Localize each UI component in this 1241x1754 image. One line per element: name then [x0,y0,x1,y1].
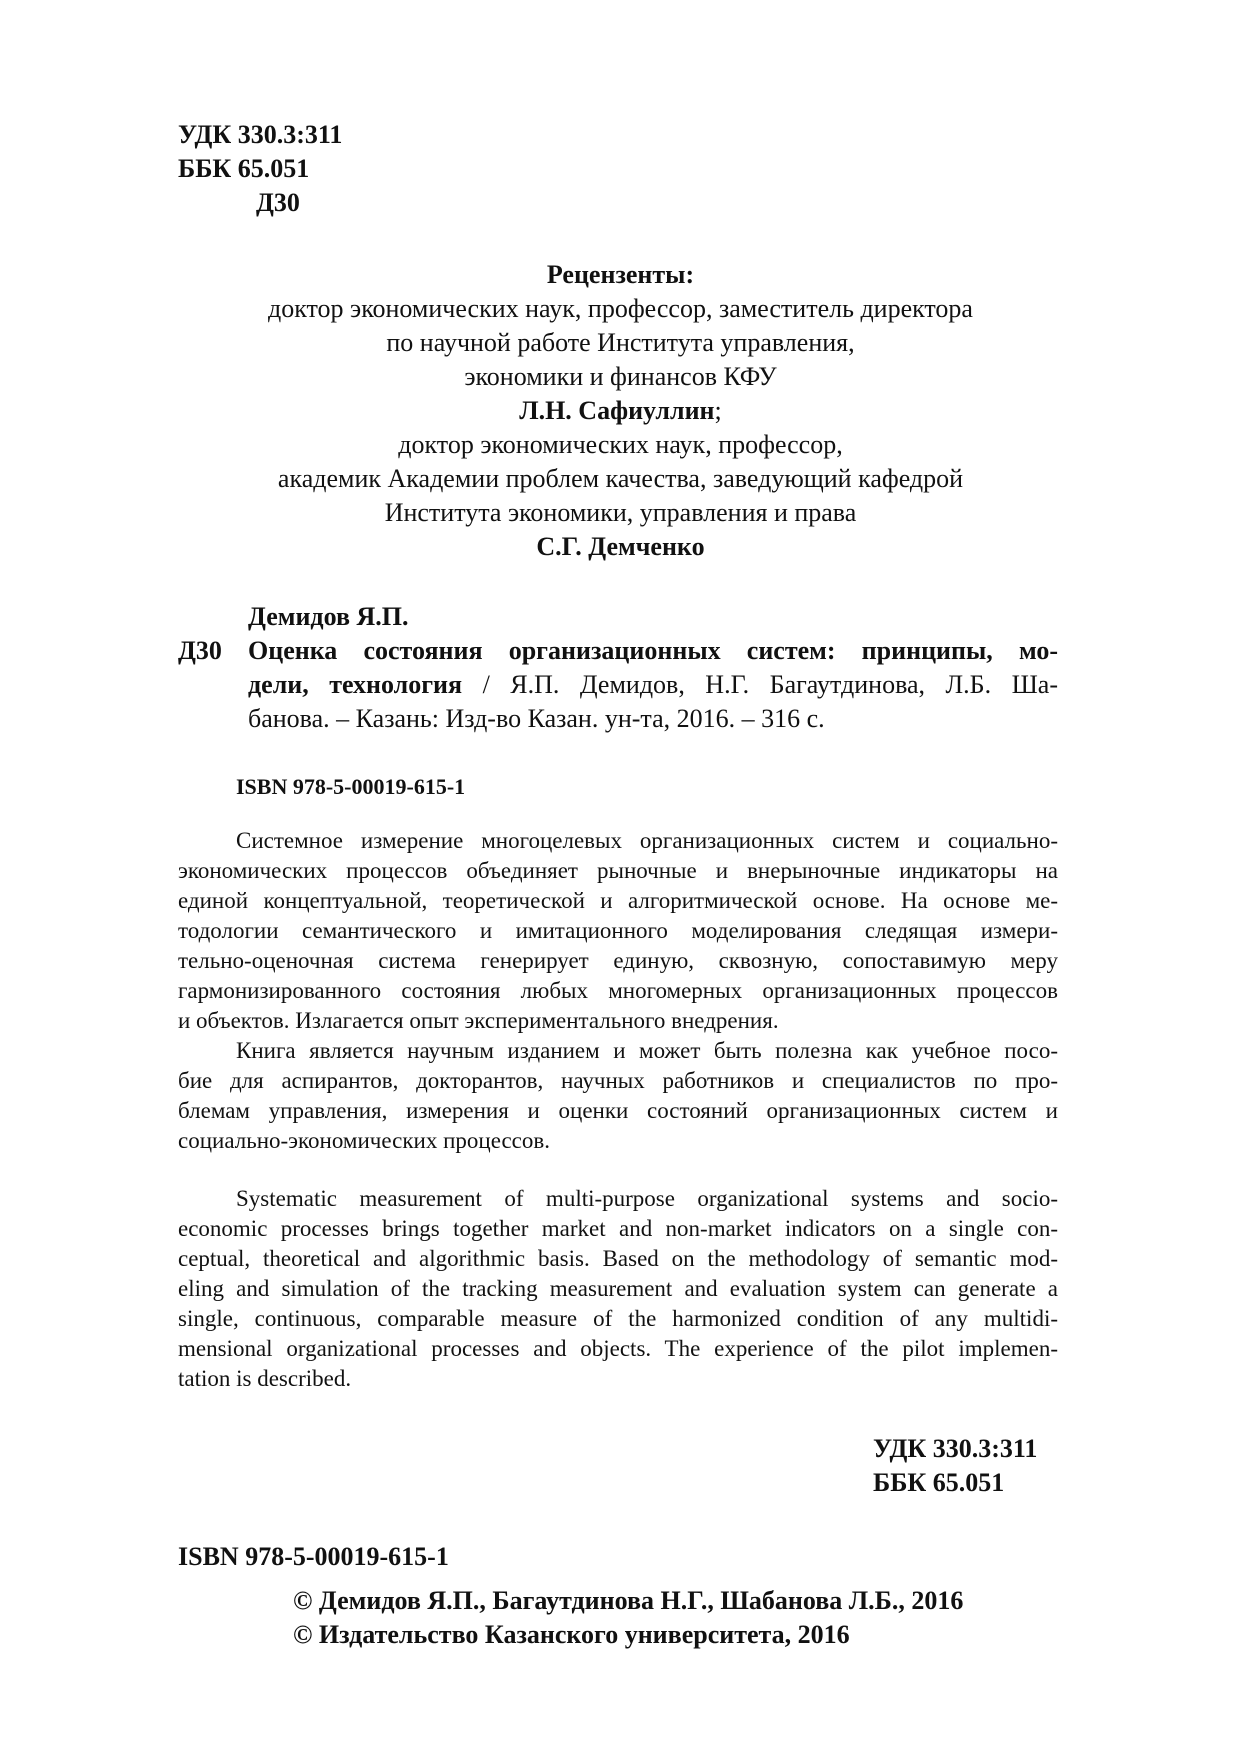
abstract-line: единой концептуальной, теоретической и алгоритмической основе. На основе ме- [178,888,1058,913]
abstract-line: economic processes brings together market and non-market indicators on a single con- [178,1216,1058,1241]
abstract-line: блемам управления, измерения и оценки состояний организационных систем и [178,1098,1058,1123]
bib-title-line: Оценка состояния организационных систем: принципы, мо- [248,636,1058,665]
abstract-line: Systematic measurement of multi-purpose organizational systems and socio- [236,1186,1058,1211]
reviewer2-line: академик Академии проблем качества, заведующий кафедрой [277,464,964,493]
bib-author: Демидов Я.П. [248,602,409,631]
bib-isbn: ISBN 978-5-00019-615-1 [236,774,466,799]
copyright-authors: © Демидов Я.П., Багаутдинова Н.Г., Шабанова Л.Б., 2016 [293,1586,964,1615]
abstract-line: экономических процессов объединяет рыночные и внерыночные индикаторы на [178,858,1058,883]
abstract-line: тельно-оценочная система генерирует единую, сквозную, сопоставимую меру [178,948,1058,973]
bib-imprint: банова. – Казань: Изд-во Казан. ун-та, 2016. – 316 с. [248,704,825,733]
reviewer1-name: Л.Н. Сафиуллин [519,396,715,425]
abstract-line: тодологии семантического и имитационного моделирования следящая измери- [178,918,1058,943]
bib-code: Д30 [178,636,222,665]
abstract-line: tation is described. [178,1366,352,1391]
abstract-line: социально-экономических процессов. [178,1128,550,1153]
reviewer1-line: экономики и финансов КФУ [464,362,777,391]
bib-title-line [248,668,1058,702]
abstract-line: single, continuous, comparable measure of the harmonized condition of any multidi- [178,1306,1058,1331]
footer-isbn: ISBN 978-5-00019-615-1 [178,1542,449,1571]
abstract-line: Книга является научным изданием и может быть полезна как учебное посо- [236,1038,1058,1063]
abstract-line: бие для аспирантов, докторантов, научных работников и специалистов по про- [178,1068,1058,1093]
reviewer1-line: по научной работе Института управления, [386,328,855,357]
reviewers-title: Рецензенты: [546,260,695,289]
bib-authors: / Я.П. Демидов, Н.Г. Багаутдинова, Л.Б. Ша- [462,670,1058,699]
footer-udk: УДК 330.3:311 [873,1434,1038,1463]
bbk-code: ББК 65.051 [178,154,310,183]
copyright-publisher: © Издательство Казанского университета, 2016 [293,1620,850,1649]
abstract-line: Системное измерение многоцелевых организационных систем и социально- [236,828,1058,853]
reviewer1-name-line [0,394,1241,428]
reviewer2-line: доктор экономических наук, профессор, [398,430,843,459]
footer-bbk: ББК 65.051 [873,1468,1005,1497]
reviewer-separator: ; [714,396,722,425]
abstract-line: и объектов. Излагается опыт экспериментального внедрения. [178,1008,779,1033]
abstract-line: eling and simulation of the tracking measurement and evaluation system can generate a [178,1276,1058,1301]
reviewer2-line: Института экономики, управления и права [384,498,857,527]
author-mark: Д30 [256,188,300,217]
abstract-line: mensional organizational processes and objects. The experience of the pilot implemen- [178,1336,1058,1361]
bib-title-end: дели, технология [248,670,463,699]
abstract-line: гармонизированного состояния любых многомерных организационных процессов [178,978,1058,1003]
udk-code: УДК 330.3:311 [178,120,343,149]
reviewer1-line: доктор экономических наук, профессор, заместитель директора [268,294,973,323]
abstract-line: ceptual, theoretical and algorithmic basis. Based on the methodology of semantic mod- [178,1246,1058,1271]
reviewer2-name: С.Г. Демченко [536,532,705,561]
